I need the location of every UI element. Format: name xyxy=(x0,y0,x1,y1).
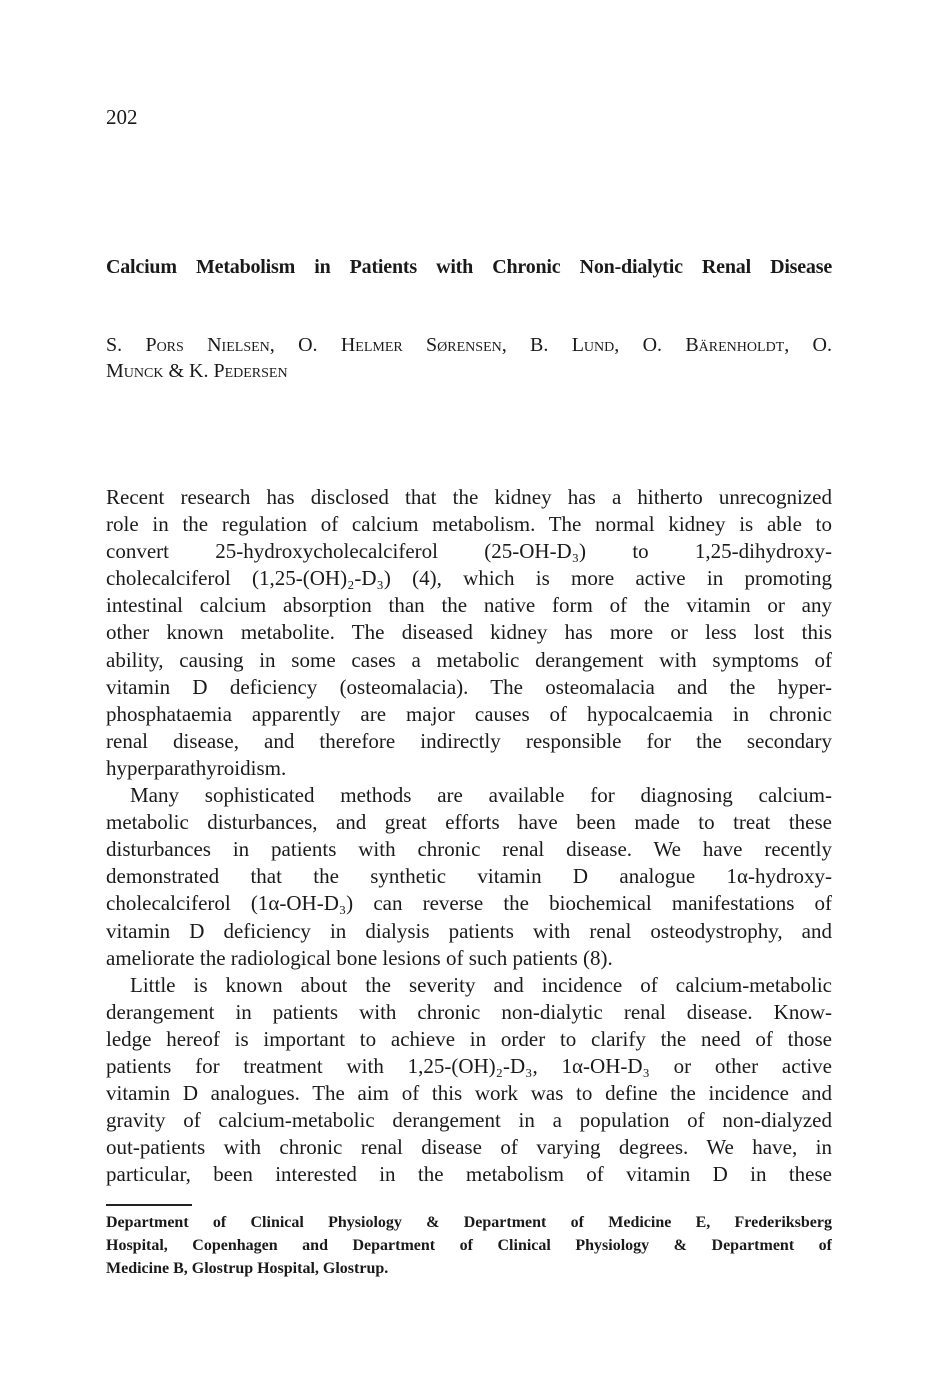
footnote-line: Department of Clinical Physiology & Department of Medicine E, Frederiksberg xyxy=(106,1214,832,1231)
text-line: Recent research has disclosed that the kidney has a hitherto unrecognized xyxy=(106,485,832,509)
text-line: convert 25-hydroxycholecalciferol (25-OH-D₃) to 1,25-dihydroxy- xyxy=(106,539,832,564)
article-title: Calcium Metabolism in Patients with Chronic Non-dialytic Renal Disease xyxy=(106,256,832,278)
text-line: ledge hereof is important to achieve in order to clarify the need of those xyxy=(106,1026,832,1051)
text-line: cholecalciferol (1α-OH-D₃) can reverse the biochemical manifestations of xyxy=(106,891,832,916)
footnote-line: Hospital, Copenhagen and Department of Clinical Physiology & Department of xyxy=(106,1237,832,1254)
text-line: patients for treatment with 1,25-(OH)₂-D₃, 1α-OH-D₃ or other active xyxy=(106,1053,832,1078)
body-text xyxy=(106,484,832,1188)
page-number: 202 xyxy=(106,105,138,129)
text-line: Little is known about the severity and incidence of calcium-metabolic xyxy=(130,972,832,997)
text-line: out-patients with chronic renal disease of varying degrees. We have, in xyxy=(106,1135,832,1160)
text-line: hyperparathyroidism. xyxy=(106,755,287,780)
text-line: demonstrated that the synthetic vitamin D analogue 1α-hydroxy- xyxy=(106,864,832,889)
text-line: ability, causing in some cases a metabolic derangement with symptoms of xyxy=(106,647,832,672)
text-line: phosphataemia apparently are major causes of hypocalcaemia in chronic xyxy=(106,701,832,726)
text-line: other known metabolite. The diseased kidney has more or less lost this xyxy=(106,620,832,645)
text-line: cholecalciferol (1,25-(OH)₂-D₃) (4), which is more active in promoting xyxy=(106,566,832,591)
text-line: disturbances in patients with chronic renal disease. We have recently xyxy=(106,837,832,862)
text-line: gravity of calcium-metabolic derangement in a population of non-dialyzed xyxy=(106,1108,832,1133)
text-line: ameliorate the radiological bone lesions of such patients (8). xyxy=(106,945,613,970)
footnote-rule xyxy=(106,1204,192,1206)
footnote-line: Medicine B, Glostrup Hospital, Glostrup. xyxy=(106,1260,389,1277)
authors-line: Munck & K. Pedersen xyxy=(106,360,288,382)
authors-line: S. Pors Nielsen, O. Helmer Sørensen, B. Lund, O. Bärenholdt, O. xyxy=(106,334,832,356)
text-line: Many sophisticated methods are available for diagnosing calcium- xyxy=(130,783,832,808)
paragraph xyxy=(106,782,832,972)
authors xyxy=(106,332,832,384)
text-line: renal disease, and therefore indirectly responsible for the secondary xyxy=(106,728,832,753)
text-line: role in the regulation of calcium metabolism. The normal kidney is able to xyxy=(106,512,832,537)
text-line: metabolic disturbances, and great efforts have been made to treat these xyxy=(106,810,832,835)
text-line: vitamin D deficiency (osteomalacia). The osteomalacia and the hyper- xyxy=(106,674,832,699)
text-line: derangement in patients with chronic non-dialytic renal disease. Know- xyxy=(106,999,832,1024)
text-line: vitamin D deficiency in dialysis patients with renal osteodystrophy, and xyxy=(106,918,832,943)
paragraph xyxy=(106,972,832,1189)
text-line: vitamin D analogues. The aim of this work was to define the incidence and xyxy=(106,1081,832,1106)
footnote xyxy=(106,1211,832,1280)
text-line: intestinal calcium absorption than the native form of the vitamin or any xyxy=(106,593,832,618)
paragraph xyxy=(106,484,832,782)
text-line: particular, been interested in the metabolism of vitamin D in these xyxy=(106,1162,832,1187)
